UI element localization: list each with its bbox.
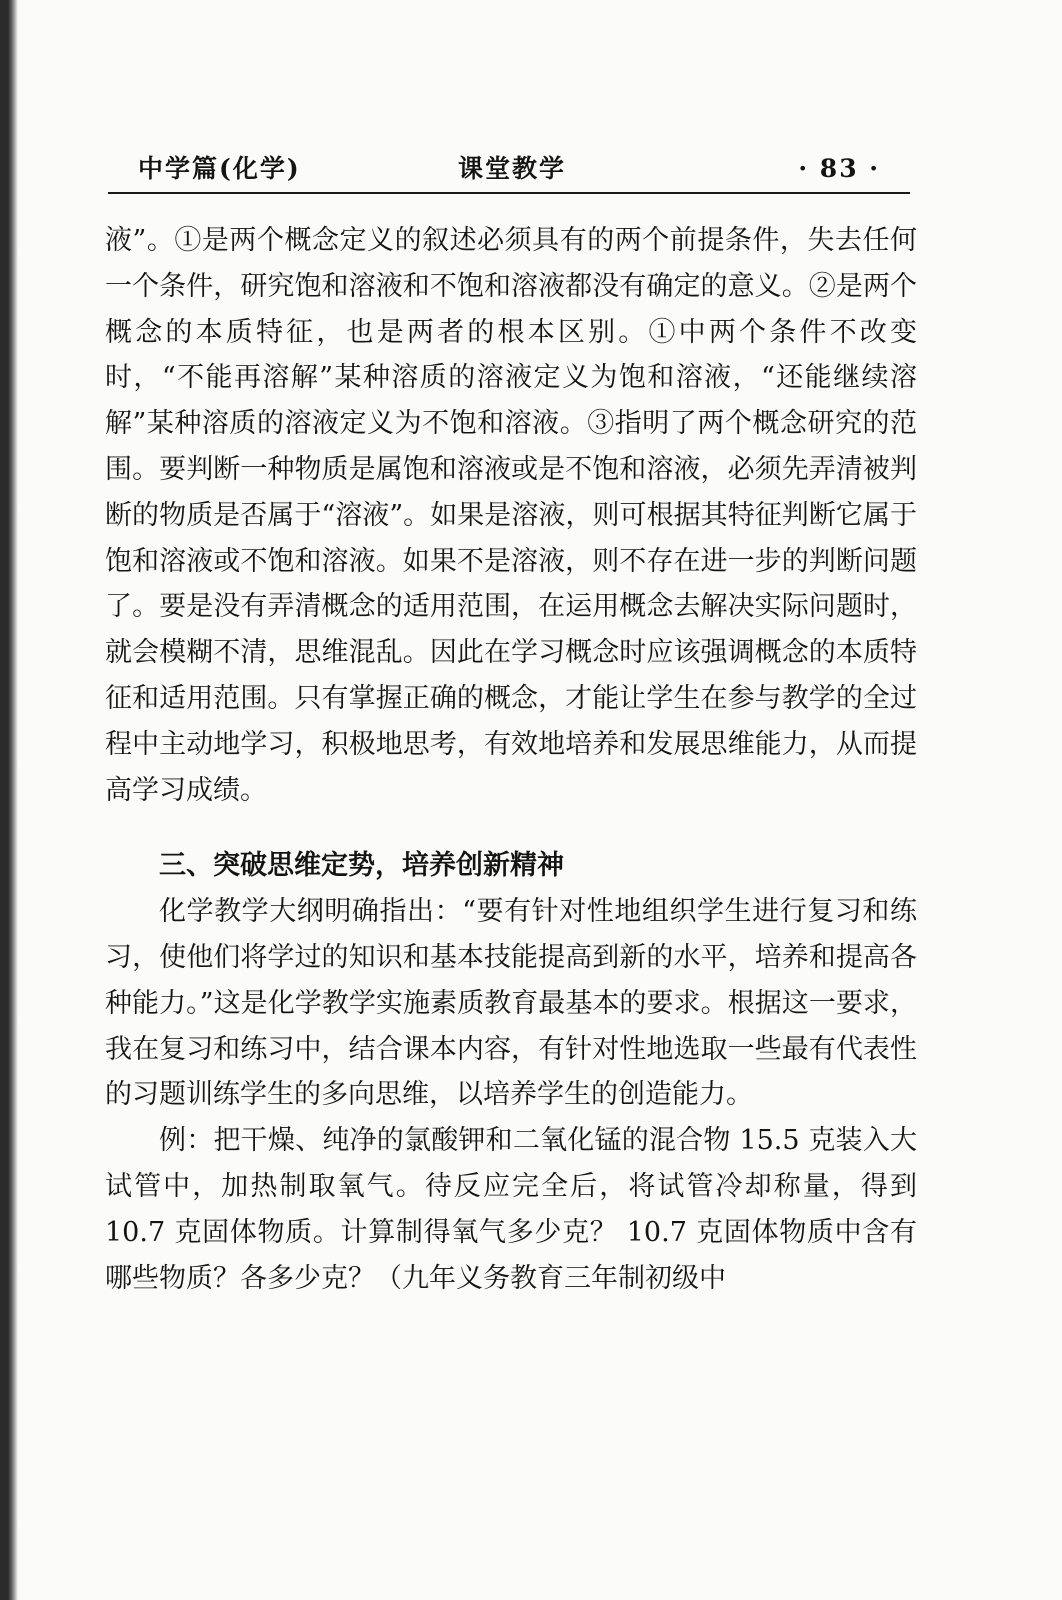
page-number: · 83 · xyxy=(798,154,880,183)
page-binding-shadow xyxy=(0,0,18,1600)
page-body xyxy=(105,218,917,1301)
header-book-title: 中学篇(化学) xyxy=(138,154,301,183)
header-chapter-title: 课堂教学 xyxy=(458,154,567,183)
section-heading: 三、突破思维定势，培养创新精神 xyxy=(159,850,564,882)
example-paragraph: 例：把干燥、纯净的氯酸钾和二氧化锰的混合物 15.5 克装入大试管中，加热制取氧气。待反应完全后，将试管冷却称量，得到 10.7 克固体物质。计算制得氧气多少克？ 10.7 克固体物质中含有哪些物质？各多少克？（九年义务教育三年制初级中 xyxy=(105,1125,917,1294)
section-paragraph-1: 化学教学大纲明确指出：“要有针对性地组织学生进行复习和练习，使他们将学过的知识和基本技能提高到新的水平，培养和提高各种能力。”这是化学教学实施素质教育最基本的要求。根据这一要求，我在复习和练习中，结合课本内容，有针对性地选取一些最有代表性的习题训练学生的多向思维，以培养学生的创造能力。 xyxy=(105,896,917,1111)
continuation-paragraph: 液”。①是两个概念定义的叙述必须具有的两个前提条件，失去任何一个条件，研究饱和溶液和不饱和溶液都没有确定的意义。②是两个概念的本质特征，也是两者的根本区别。①中两个条件不改变时，“不能再溶解”某种溶质的溶液定义为饱和溶液，“还能继续溶解”某种溶质的溶液定义为不饱和溶液。③指明了两个概念研究的范围。要判断一种物质是属饱和溶液或是不饱和溶液，必须先弄清被判断的物质是否属于“溶液”。如果是溶液，则可根据其特征判断它属于饱和溶液或不饱和溶液。如果不是溶液，则不存在进一步的判断问题了。要是没有弄清概念的适用范围，在运用概念去解决实际问题时，就会模糊不清，思维混乱。因此在学习概念时应该强调概念的本质特征和适用范围。只有掌握正确的概念，才能让学生在参与教学的全过程中主动地学习，积极地思考，有效地培养和发展思维能力，从而提高学习成绩。 xyxy=(105,225,917,806)
running-header xyxy=(108,150,910,194)
